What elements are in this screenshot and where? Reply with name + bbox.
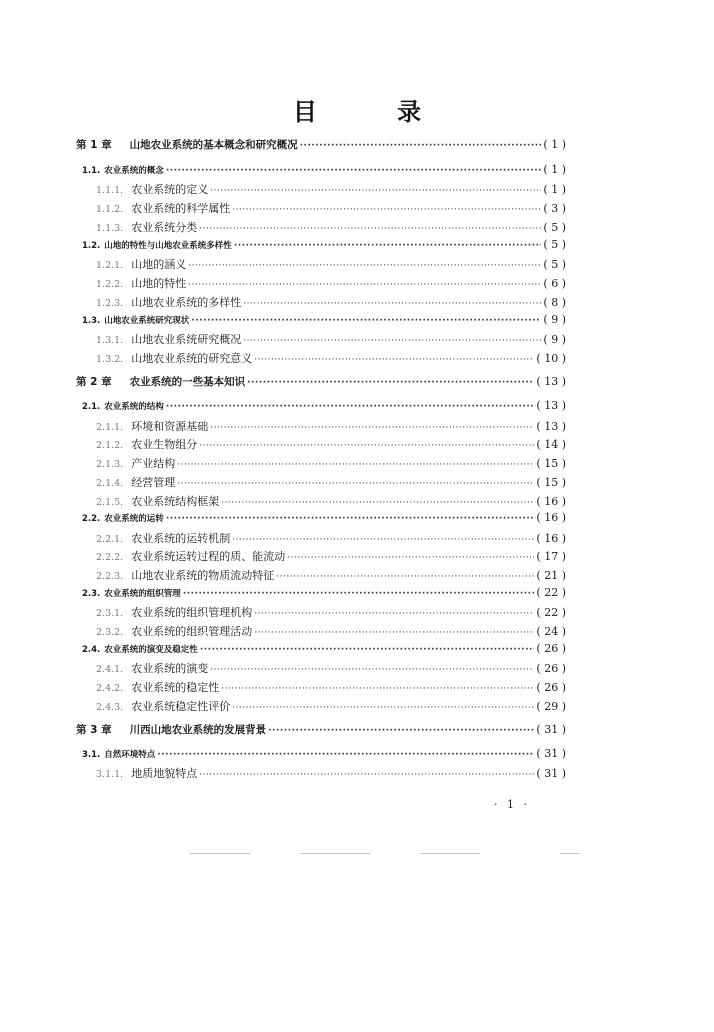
toc-entry-title: 山地的涵义	[131, 258, 187, 271]
toc-entry-title: 农业系统的运转	[104, 514, 164, 524]
toc-entry-page: ( 15 )	[536, 476, 566, 489]
toc-entry	[96, 548, 566, 564]
toc-entry-title: 川西山地农业系统的发展背景	[129, 724, 267, 736]
toc-entry	[82, 586, 566, 599]
toc-entry-label	[82, 400, 164, 412]
toc-entry-page: ( 16 )	[536, 511, 566, 524]
toc-entry-label	[82, 314, 189, 326]
toc-entry	[96, 474, 566, 490]
toc-entry-label	[96, 181, 208, 197]
toc-leader-dots	[188, 261, 541, 271]
toc-entry-page: ( 13 )	[536, 420, 566, 433]
toc-leader-dots	[210, 423, 534, 433]
toc-entry-label	[76, 722, 266, 737]
toc-entry-label	[96, 275, 186, 291]
toc-entry-title: 农业生物组分	[131, 438, 198, 451]
toc-entry-page: ( 24 )	[536, 625, 566, 638]
page-title: 目 录	[292, 98, 458, 126]
toc-leader-dots	[210, 665, 534, 675]
toc-entry	[82, 399, 566, 412]
toc-entry-title: 经营管理	[131, 476, 176, 489]
toc-entry-title: 农业系统的组织管理	[104, 589, 181, 599]
toc-entry-number: 2.1.5.	[96, 497, 124, 508]
toc-entry-number: 2.4.2.	[96, 683, 124, 694]
toc-entry-number: 1.2.1.	[96, 260, 124, 271]
toc-leader-dots	[191, 316, 541, 326]
toc-leader-dots	[232, 535, 534, 545]
toc-entry-label	[82, 748, 155, 760]
toc-leader-dots	[183, 589, 535, 599]
toc-entry-label	[96, 331, 241, 347]
toc-entry-label	[96, 530, 230, 546]
toc-entry-page: ( 26 )	[536, 662, 566, 675]
toc-entry-title: 山地的特性与山地农业系统多样性	[104, 241, 232, 251]
toc-entry-number: 2.1.3.	[96, 459, 124, 470]
toc-entry-title: 山地农业系统研究概况	[131, 333, 242, 346]
toc-entry-title: 农业系统结构框架	[131, 495, 220, 508]
toc-entry-page: ( 5 )	[543, 221, 566, 234]
toc-entry-page: ( 26 )	[536, 681, 566, 694]
toc-entry-page: ( 5 )	[543, 258, 566, 271]
toc-entry-number: 3.1.1.	[96, 769, 124, 780]
toc-entry	[82, 747, 566, 760]
toc-entry	[96, 623, 566, 639]
toc-entry	[82, 511, 566, 524]
toc-entry-number: 2.3.	[82, 589, 101, 599]
toc-entry-title: 山地农业系统的基本概念和研究概况	[129, 139, 298, 151]
toc-leader-dots	[221, 684, 534, 694]
toc-entry-number: 1.3.	[82, 316, 101, 326]
toc-leader-dots	[188, 280, 541, 290]
toc-entry-page: ( 5 )	[543, 238, 566, 251]
toc-entry	[82, 313, 566, 326]
toc-entry-label	[96, 256, 186, 272]
toc-entry	[76, 722, 566, 737]
toc-entry-page: ( 31 )	[536, 723, 566, 736]
toc-leader-dots	[243, 299, 541, 309]
toc-entry-number: 2.2.1.	[96, 534, 124, 545]
toc-entry	[96, 493, 566, 509]
toc-entry-number: 1.2.	[82, 241, 101, 251]
toc-leader-dots	[232, 703, 534, 713]
toc-entry-title: 环境和资源基础	[131, 420, 209, 433]
toc-entry-title: 农业系统稳定性评价	[131, 700, 231, 713]
toc-entry-title: 山地农业系统的多样性	[131, 296, 242, 309]
toc-entry-label	[96, 604, 252, 620]
toc-entry-title: 农业系统的演变	[131, 662, 209, 675]
toc-entry-number: 2.2.2.	[96, 552, 124, 563]
toc-entry-title: 农业系统运转过程的质、能流动	[131, 550, 286, 563]
toc-entry-page: ( 6 )	[543, 277, 566, 290]
toc-entry-label	[82, 587, 181, 599]
toc-entry-number: 2.1.1.	[96, 422, 124, 433]
toc-leader-dots	[268, 726, 534, 736]
toc-entry	[96, 530, 566, 546]
toc-entry-label	[76, 374, 245, 389]
toc-entry-title: 农业系统的概念	[104, 166, 164, 176]
toc-entry-label	[82, 643, 198, 655]
toc-entry	[96, 604, 566, 620]
toc-leader-dots	[300, 141, 542, 151]
toc-entry-page: ( 22 )	[536, 606, 566, 619]
toc-entry	[96, 275, 566, 291]
toc-entry-number: 第 1 章	[76, 139, 112, 151]
toc-entry-page: ( 13 )	[536, 375, 566, 388]
toc-entry-page: ( 22 )	[536, 586, 566, 599]
toc-leader-dots	[177, 479, 534, 489]
toc-entry-page: ( 10 )	[536, 352, 566, 365]
toc-entry-page: ( 1 )	[543, 183, 566, 196]
toc-leader-dots	[234, 241, 542, 251]
toc-entry-label	[96, 698, 230, 714]
toc-entry-title: 农业系统的结构	[104, 402, 164, 412]
toc-entry-number: 第 2 章	[76, 376, 112, 388]
toc-entry-title: 农业系统分类	[131, 221, 198, 234]
toc-entry	[96, 679, 566, 695]
toc-entry-label	[96, 567, 274, 583]
toc-entry-page: ( 15 )	[536, 457, 566, 470]
toc-entry-label	[96, 294, 241, 310]
toc-entry-label	[96, 660, 208, 676]
toc-entry-page: ( 29 )	[536, 700, 566, 713]
toc-entry	[96, 660, 566, 676]
toc-leader-dots	[287, 553, 534, 563]
toc-entry-number: 2.4.	[82, 645, 101, 655]
toc-entry	[82, 642, 566, 655]
toc-leader-dots	[166, 402, 535, 412]
toc-entry-title: 农业系统的组织管理活动	[131, 625, 253, 638]
toc-entry	[96, 698, 566, 714]
toc-entry-page: ( 13 )	[536, 399, 566, 412]
toc-entry-page: ( 16 )	[536, 532, 566, 545]
toc-entry-page: ( 9 )	[543, 313, 566, 326]
toc-entry-number: 2.3.1.	[96, 608, 124, 619]
toc-entry-label	[96, 474, 175, 490]
toc-entry-page: ( 8 )	[543, 296, 566, 309]
toc-leader-dots	[177, 460, 534, 470]
toc-entry-title: 农业系统的定义	[131, 183, 209, 196]
toc-entry-number: 1.2.3.	[96, 298, 124, 309]
toc-entry-title: 农业系统的一些基本知识	[129, 376, 246, 388]
toc-leader-dots	[254, 628, 534, 638]
toc-entry-title: 地质地貌特点	[131, 767, 198, 780]
toc-leader-dots	[157, 750, 534, 760]
toc-leader-dots	[254, 609, 534, 619]
toc-leader-dots	[276, 572, 534, 582]
toc-entry	[96, 350, 566, 366]
toc-entry-label	[76, 137, 298, 152]
toc-entry-number: 1.2.2.	[96, 279, 124, 290]
scan-artifact	[420, 853, 480, 854]
toc-entry-label	[96, 455, 175, 471]
toc-leader-dots	[243, 336, 541, 346]
toc-entry	[96, 200, 566, 216]
toc-entry-label	[96, 219, 197, 235]
toc-leader-dots	[199, 224, 541, 234]
toc-entry-number: 2.1.4.	[96, 478, 124, 489]
toc-entry-label	[82, 164, 164, 176]
toc-entry-number: 1.3.2.	[96, 354, 124, 365]
toc-entry-number: 1.1.2.	[96, 204, 124, 215]
toc-entry-label	[82, 512, 164, 524]
toc-entry-label	[82, 239, 232, 251]
toc-entry	[76, 374, 566, 389]
toc-entry-title: 农业系统的运转机制	[131, 532, 231, 545]
toc-entry	[96, 219, 566, 235]
toc-entry-number: 3.1.	[82, 750, 101, 760]
toc-entry	[96, 567, 566, 583]
toc-entry-title: 山地的特性	[131, 277, 187, 290]
toc-entry-label	[96, 623, 252, 639]
toc-entry-page: ( 9 )	[543, 333, 566, 346]
toc-leader-dots	[247, 378, 534, 388]
toc-entry-label	[96, 418, 208, 434]
toc-entry	[82, 163, 566, 176]
toc-leader-dots	[166, 166, 542, 176]
toc-entry-page: ( 1 )	[543, 163, 566, 176]
toc-entry-label	[96, 765, 197, 781]
toc-leader-dots	[199, 770, 534, 780]
toc-entry-title: 农业系统的演变及稳定性	[104, 645, 198, 655]
toc-entry	[76, 137, 566, 152]
page-number: · 1 ·	[494, 798, 530, 811]
scan-artifact	[300, 853, 370, 854]
toc-leader-dots	[200, 645, 535, 655]
toc-entry-title: 山地农业系统研究现状	[104, 316, 190, 326]
toc-entry-label	[96, 493, 219, 509]
toc-entry	[82, 238, 566, 251]
toc-entry-page: ( 14 )	[536, 438, 566, 451]
toc-entry-number: 2.3.2.	[96, 627, 124, 638]
toc-entry	[96, 331, 566, 347]
toc-entry-title: 农业系统的组织管理机构	[131, 606, 253, 619]
toc-entry-number: 2.4.3.	[96, 702, 124, 713]
toc-entry	[96, 765, 566, 781]
toc-entry-page: ( 1 )	[543, 138, 566, 151]
toc-entry	[96, 436, 566, 452]
toc-entry-number: 2.2.	[82, 514, 101, 524]
toc-entry-page: ( 31 )	[536, 767, 566, 780]
toc-entry-title: 农业系统的科学属性	[131, 202, 231, 215]
toc-leader-dots	[221, 498, 534, 508]
toc-entry-page: ( 3 )	[543, 202, 566, 215]
toc-entry-title: 产业结构	[131, 457, 176, 470]
toc-entry-label	[96, 436, 197, 452]
toc-leader-dots	[232, 205, 541, 215]
toc-entry	[96, 418, 566, 434]
toc-entry-page: ( 21 )	[536, 569, 566, 582]
toc-entry-number: 2.4.1.	[96, 664, 124, 675]
toc-entry-number: 第 3 章	[76, 724, 112, 736]
toc-entry-label	[96, 548, 285, 564]
toc-entry-page: ( 31 )	[536, 747, 566, 760]
toc-entry	[96, 181, 566, 197]
toc-entry-page: ( 17 )	[536, 550, 566, 563]
toc-entry	[96, 294, 566, 310]
toc-leader-dots	[210, 186, 541, 196]
toc-entry-label	[96, 350, 252, 366]
toc-entry-number: 1.1.1.	[96, 185, 124, 196]
toc-entry-number: 2.1.	[82, 402, 101, 412]
toc-entry-page: ( 26 )	[536, 642, 566, 655]
toc-leader-dots	[166, 514, 535, 524]
toc-entry-number: 2.2.3.	[96, 571, 124, 582]
toc-entry-page: ( 16 )	[536, 495, 566, 508]
toc-entry-number: 1.1.	[82, 166, 101, 176]
toc-leader-dots	[199, 441, 534, 451]
toc-entry-number: 1.3.1.	[96, 335, 124, 346]
toc-entry-title: 农业系统的稳定性	[131, 681, 220, 694]
toc-entry-title: 自然环境特点	[104, 750, 156, 760]
toc-entry-label	[96, 200, 230, 216]
toc-entry	[96, 455, 566, 471]
toc-entry-number: 1.1.3.	[96, 223, 124, 234]
scan-artifact	[190, 853, 250, 854]
scan-artifact	[560, 853, 580, 854]
toc-entry-title: 山地农业系统的研究意义	[131, 352, 253, 365]
toc-entry-number: 2.1.2.	[96, 440, 124, 451]
toc-entry-label	[96, 679, 219, 695]
toc-entry	[96, 256, 566, 272]
toc-leader-dots	[254, 355, 534, 365]
toc-entry-title: 山地农业系统的物质流动特征	[131, 569, 275, 582]
